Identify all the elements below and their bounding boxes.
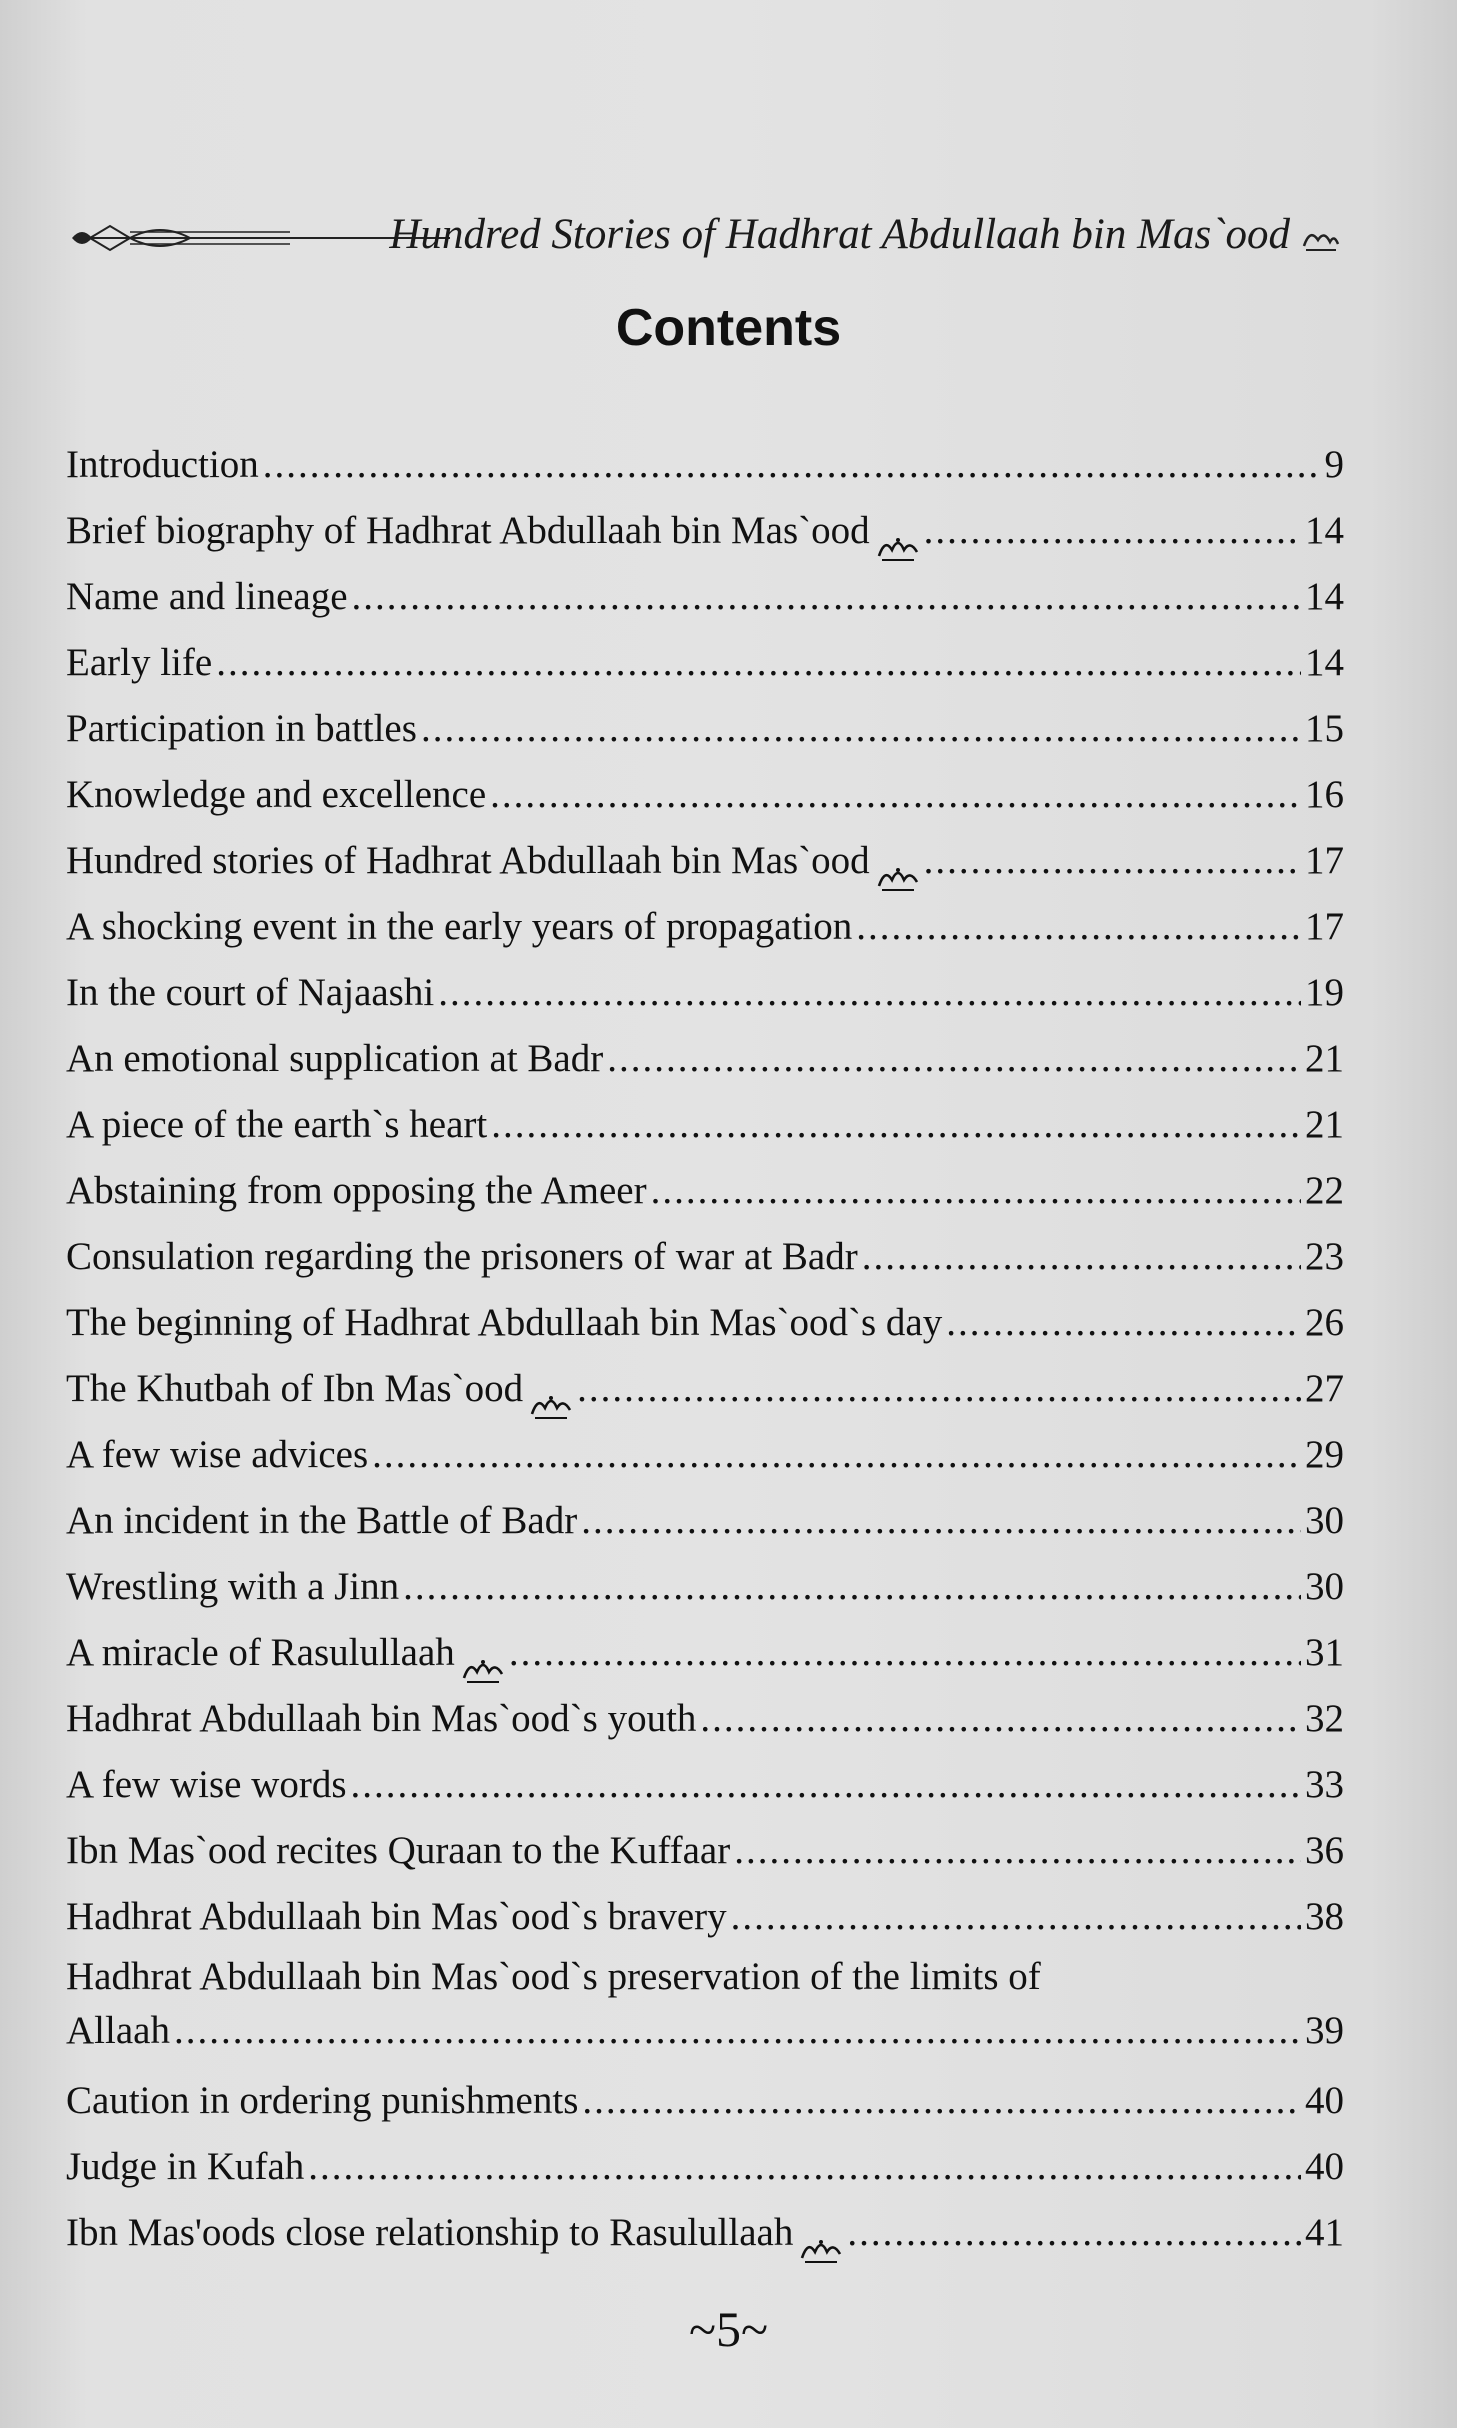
toc-entry: [66, 960, 1344, 1026]
toc-entry: [66, 1950, 1344, 2068]
toc-entry: [66, 2134, 1344, 2200]
toc-entry-title: A piece of the earth`s heart: [66, 1103, 488, 1146]
toc-entry-page: 41: [1305, 2211, 1344, 2254]
toc-entry-page: 26: [1305, 1301, 1344, 1344]
toc-entry: [66, 1620, 1344, 1686]
leader-dots: [856, 894, 1301, 960]
toc-entry: [66, 1422, 1344, 1488]
leader-dots: [582, 2068, 1301, 2134]
toc-entry: [66, 828, 1344, 894]
running-header: [70, 200, 1340, 270]
toc-entry-title: Hadhrat Abdullaah bin Mas`ood`s bravery: [66, 1895, 727, 1938]
toc-entry-page: 36: [1305, 1829, 1344, 1872]
leader-dots: [352, 564, 1301, 630]
honorific-icon: [529, 1390, 573, 1422]
toc-entry-page: 21: [1305, 1103, 1344, 1146]
table-of-contents: [66, 432, 1344, 2266]
toc-entry-title: Knowledge and excellence: [66, 773, 487, 816]
leader-dots: [263, 432, 1321, 498]
toc-entry: [66, 1884, 1344, 1950]
leader-dots: [700, 1686, 1301, 1752]
toc-entry: [66, 762, 1344, 828]
toc-entry-page: 30: [1305, 1499, 1344, 1542]
toc-entry-title: Ibn Mas'oods close relationship to Rasulullaah: [66, 2211, 794, 2254]
toc-entry-page: 17: [1305, 839, 1344, 882]
toc-entry: [66, 564, 1344, 630]
toc-entry-title: A shocking event in the early years of propagation: [66, 905, 853, 948]
leader-dots: [862, 1224, 1301, 1290]
honorific-icon: [461, 1654, 505, 1686]
leader-dots: [734, 1818, 1301, 1884]
leader-dots: [491, 1092, 1301, 1158]
toc-entry-page: 27: [1305, 1367, 1344, 1410]
toc-entry-title: Brief biography of Hadhrat Abdullaah bin Mas`ood: [66, 509, 870, 552]
toc-entry-title: Wrestling with a Jinn: [66, 1565, 400, 1608]
toc-entry-title: Name and lineage: [66, 575, 348, 618]
toc-entry-page: 17: [1305, 905, 1344, 948]
toc-entry-page: 31: [1305, 1631, 1344, 1674]
toc-entry-title: Caution in ordering punishments: [66, 2079, 579, 2122]
toc-entry-page: 14: [1305, 509, 1344, 552]
toc-entry-title: Hadhrat Abdullaah bin Mas`ood`s youth: [66, 1697, 697, 1740]
toc-entry-title: The beginning of Hadhrat Abdullaah bin Mas`ood`s day: [66, 1301, 943, 1344]
leader-dots: [731, 1884, 1301, 1950]
toc-entry-page: 22: [1305, 1169, 1344, 1212]
leader-dots: [216, 630, 1301, 696]
toc-entry-title: A few wise words: [66, 1763, 347, 1806]
toc-entry: [66, 498, 1344, 564]
page-number: ~5~: [688, 2301, 769, 2357]
toc-entry-page: 38: [1305, 1895, 1344, 1938]
toc-entry-page: 30: [1305, 1565, 1344, 1608]
toc-entry: [66, 630, 1344, 696]
honorific-icon: [876, 862, 920, 894]
toc-entry-title: An emotional supplication at Badr: [66, 1037, 604, 1080]
toc-entry-page: 32: [1305, 1697, 1344, 1740]
toc-entry: [66, 2200, 1344, 2266]
toc-entry-title: The Khutbah of Ibn Mas`ood: [66, 1367, 524, 1410]
leader-dots: [509, 1620, 1301, 1686]
toc-entry-page: 23: [1305, 1235, 1344, 1278]
toc-entry: [66, 1818, 1344, 1884]
leader-dots: [421, 696, 1301, 762]
leader-dots: [924, 828, 1301, 894]
toc-entry-title: Hundred stories of Hadhrat Abdullaah bin Mas`ood: [66, 839, 870, 882]
leader-dots: [651, 1158, 1301, 1224]
toc-entry-title: Abstaining from opposing the Ameer: [66, 1169, 647, 1212]
toc-entry-page: 14: [1305, 641, 1344, 684]
leader-dots: [577, 1356, 1301, 1422]
toc-entry: [66, 2068, 1344, 2134]
toc-entry-title: A few wise advices: [66, 1433, 369, 1476]
honorific-icon: [799, 2234, 843, 2266]
toc-entry-title: Consulation regarding the prisoners of war at Badr: [66, 1235, 858, 1278]
toc-entry: [66, 696, 1344, 762]
toc-entry-title: Ibn Mas`ood recites Quraan to the Kuffaar: [66, 1829, 731, 1872]
toc-entry: [66, 1092, 1344, 1158]
toc-entry-page: 29: [1305, 1433, 1344, 1476]
toc-entry: [66, 1686, 1344, 1752]
toc-entry-title-continued: Allaah: [66, 2009, 170, 2052]
leader-dots: [174, 2004, 1301, 2058]
leader-dots: [607, 1026, 1301, 1092]
toc-entry-title: Participation in battles: [66, 707, 417, 750]
toc-entry-page: 9: [1324, 443, 1344, 486]
toc-entry: [66, 1554, 1344, 1620]
toc-entry: [66, 1290, 1344, 1356]
leader-dots: [581, 1488, 1301, 1554]
toc-entry-title: A miracle of Rasulullaah: [66, 1631, 455, 1674]
toc-entry-page: 21: [1305, 1037, 1344, 1080]
toc-entry-title: Judge in Kufah: [66, 2145, 305, 2188]
leader-dots: [438, 960, 1301, 1026]
honorific-seal-icon: [1300, 224, 1340, 254]
toc-entry-title: In the court of Najaashi: [66, 971, 435, 1014]
toc-entry: [66, 1224, 1344, 1290]
leader-dots: [946, 1290, 1301, 1356]
toc-entry-page: 14: [1305, 575, 1344, 618]
leader-dots: [351, 1752, 1301, 1818]
toc-entry: [66, 1356, 1344, 1422]
leader-dots: [403, 1554, 1301, 1620]
toc-entry: [66, 1752, 1344, 1818]
leader-dots: [924, 498, 1301, 564]
toc-entry-page: 33: [1305, 1763, 1344, 1806]
toc-entry-title: Early life: [66, 641, 213, 684]
leader-dots: [847, 2200, 1301, 2266]
toc-entry-page: 40: [1305, 2145, 1344, 2188]
toc-entry-page: 16: [1305, 773, 1344, 816]
toc-entry-title: Hadhrat Abdullaah bin Mas`ood`s preservation of the limits of: [66, 1955, 1041, 1998]
toc-entry-page: 19: [1305, 971, 1344, 1014]
toc-entry: [66, 432, 1344, 498]
running-title: Hundred Stories of Hadhrat Abdullaah bin Mas`ood: [389, 211, 1290, 258]
contents-heading: Contents: [615, 299, 842, 357]
toc-entry: [66, 894, 1344, 960]
honorific-icon: [876, 532, 920, 564]
toc-entry-page: 40: [1305, 2079, 1344, 2122]
toc-entry-page: 39: [1305, 2009, 1344, 2052]
leader-dots: [490, 762, 1301, 828]
toc-entry: [66, 1158, 1344, 1224]
toc-entry-title: An incident in the Battle of Badr: [66, 1499, 578, 1542]
toc-entry: [66, 1488, 1344, 1554]
toc-entry: [66, 1026, 1344, 1092]
leader-dots: [308, 2134, 1301, 2200]
leader-dots: [372, 1422, 1301, 1488]
toc-entry-title: Introduction: [66, 443, 259, 486]
toc-entry-page: 15: [1305, 707, 1344, 750]
